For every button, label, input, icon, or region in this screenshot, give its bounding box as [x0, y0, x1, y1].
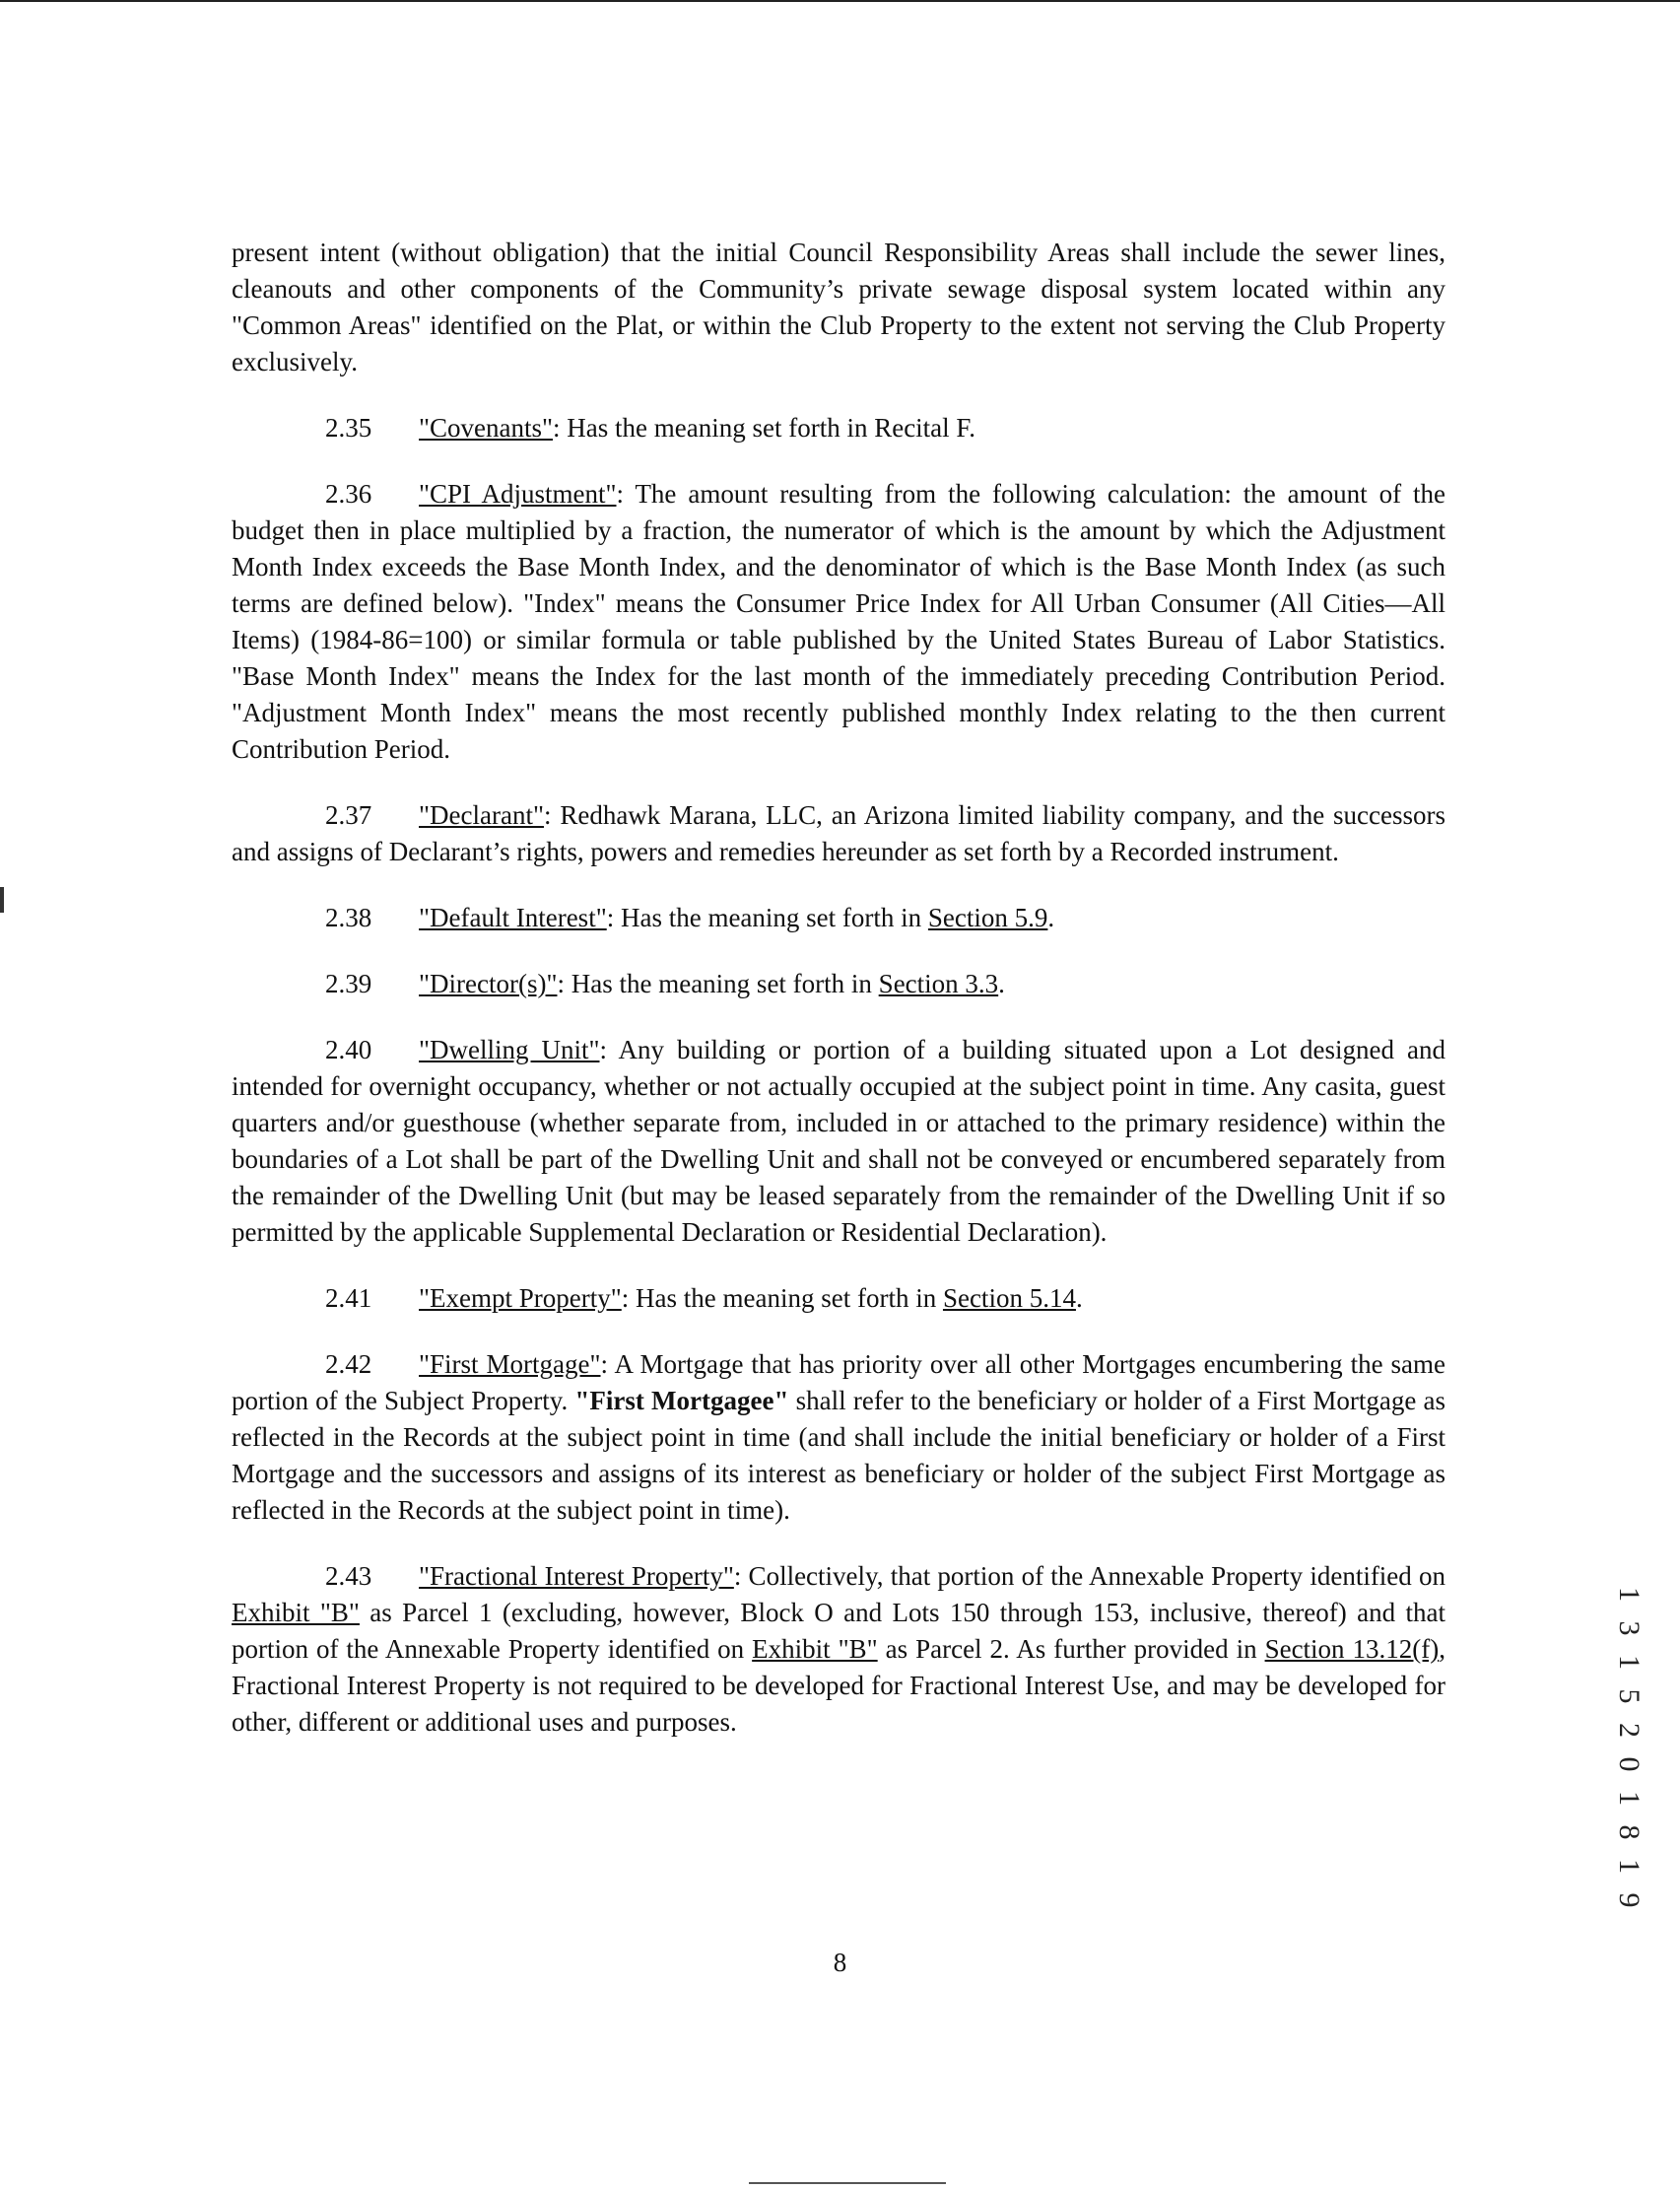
paragraph-intro: present intent (without obligation) that the initial Council Responsibility Areas shall include the sewer lines, cleanouts and other components of the Community’s private sewage disposal system located within any "Common Areas" identified on the Plat, or within the Club Property to the extent not serving the Club Property exclusively.	[232, 238, 1445, 376]
document-page-body	[232, 235, 1445, 1741]
section-number: 2.37	[325, 800, 372, 830]
scan-edge-mark-bottom	[749, 2182, 946, 2184]
section-number: 2.41	[325, 1283, 372, 1313]
page-number: 8	[833, 1948, 847, 1977]
section-2-43	[232, 1558, 1445, 1741]
section-2-36	[232, 476, 1445, 768]
section-number: 2.39	[325, 969, 372, 998]
section-text-end: , Fractional Interest Property is not required to be developed for Fractional Interest Use, and may be developed for other, different or additional uses and purposes.	[232, 1634, 1445, 1737]
defined-term: "Director(s)"	[419, 969, 558, 998]
section-text-end: .	[998, 969, 1005, 998]
defined-term: "CPI Adjustment"	[419, 479, 617, 509]
section-2-39	[232, 966, 1445, 1002]
bold-defined-term: "First Mortgagee"	[574, 1386, 789, 1415]
section-text: : Has the meaning set forth in	[557, 969, 879, 998]
section-text: as Parcel 1 (excluding, however, Block O and Lots 150 through 153, inclusive, thereof) and that portion of the Annexable Property identified on	[232, 1598, 1445, 1664]
section-number: 2.38	[325, 903, 372, 932]
section-text: : Redhawk Marana, LLC, an Arizona limited liability company, and the successors and assigns of Declarant’s rights, powers and remedies hereunder as set forth by a Recorded instrument.	[232, 800, 1445, 866]
defined-term: "Dwelling Unit"	[419, 1035, 600, 1064]
section-text: : Has the meaning set forth in	[606, 903, 928, 932]
section-2-41	[232, 1280, 1445, 1317]
section-2-35	[232, 410, 1445, 446]
exhibit-reference-link[interactable]: Exhibit "B"	[752, 1634, 878, 1664]
section-text: : Any building or portion of a building situated upon a Lot designed and intended for overnight occupancy, whether or not actually occupied at the subject point in time. Any casita, guest quarters and/or guesthouse (whether separate from, included in or attached to the primary residence) within the boundaries of a Lot shall be part of the Dwelling Unit and shall not be conveyed or encumbered separately from the remainder of the Dwelling Unit (but may be leased separately from the remainder of the Dwelling Unit if so permitted by the applicable Supplemental Declaration or Residential Declaration).	[232, 1035, 1445, 1247]
section-2-37	[232, 797, 1445, 870]
section-text: : Has the meaning set forth in	[621, 1283, 943, 1313]
section-reference-link[interactable]: Section 13.12(f)	[1264, 1634, 1440, 1664]
section-text: : The amount resulting from the following calculation: the amount of the budget then in place multiplied by a fraction, the numerator of which is the amount by which the Adjustment Month Index exceeds the Base Month Index, and the denominator of which is the Base Month Index (as such terms are defined below). "Index" means the Consumer Price Index for All Urban Consumer (All Cities—All Items) (1984-86=100) or similar formula or table published by the United States Bureau of Labor Statistics. "Base Month Index" means the Index for the last month of the immediately preceding Contribution Period. "Adjustment Month Index" means the most recently published monthly Index relating to the then current Contribution Period.	[232, 479, 1445, 764]
section-text-end: shall refer to the beneficiary or holder of a First Mortgage as reflected in the Records at the subject point in time (and shall include the initial beneficiary or holder of a First Mortgage and the successors and assigns of its interest as beneficiary or holder of the subject First Mortgage as reflected in the Records at the subject point in time).	[232, 1386, 1445, 1525]
section-reference-link[interactable]: Section 5.9	[927, 903, 1048, 932]
section-number: 2.42	[325, 1349, 372, 1379]
section-2-38	[232, 900, 1445, 936]
section-text: : Has the meaning set forth in Recital F.	[553, 413, 976, 443]
section-number: 2.35	[325, 413, 372, 443]
defined-term: "Covenants"	[419, 413, 554, 443]
defined-term: "First Mortgage"	[419, 1349, 601, 1379]
section-number: 2.36	[325, 479, 372, 509]
recording-stamp: 1 3 1 5 2 0 1 8 1 9	[1613, 1587, 1646, 1914]
section-2-42	[232, 1346, 1445, 1529]
top-edge-rule	[0, 0, 1680, 2]
section-2-40	[232, 1032, 1445, 1251]
defined-term: "Fractional Interest Property"	[419, 1561, 734, 1591]
section-reference-link[interactable]: Section 3.3	[878, 969, 999, 998]
section-number: 2.43	[325, 1561, 372, 1591]
exhibit-reference-link[interactable]: Exhibit "B"	[232, 1598, 360, 1627]
defined-term: "Exempt Property"	[419, 1283, 622, 1313]
defined-term: "Declarant"	[419, 800, 544, 830]
scan-edge-mark	[0, 887, 4, 913]
section-text: as Parcel 2. As further provided in	[877, 1634, 1265, 1664]
section-text: : Collectively, that portion of the Annexable Property identified on	[733, 1561, 1445, 1591]
section-number: 2.40	[325, 1035, 372, 1064]
section-text-end: .	[1047, 903, 1055, 932]
section-text: : A Mortgage that has priority over all other Mortgages encumbering the same portion of the Subject Property.	[232, 1349, 1446, 1415]
section-reference-link[interactable]: Section 5.14	[942, 1283, 1076, 1313]
section-text-end: .	[1075, 1283, 1083, 1313]
defined-term: "Default Interest"	[419, 903, 607, 932]
